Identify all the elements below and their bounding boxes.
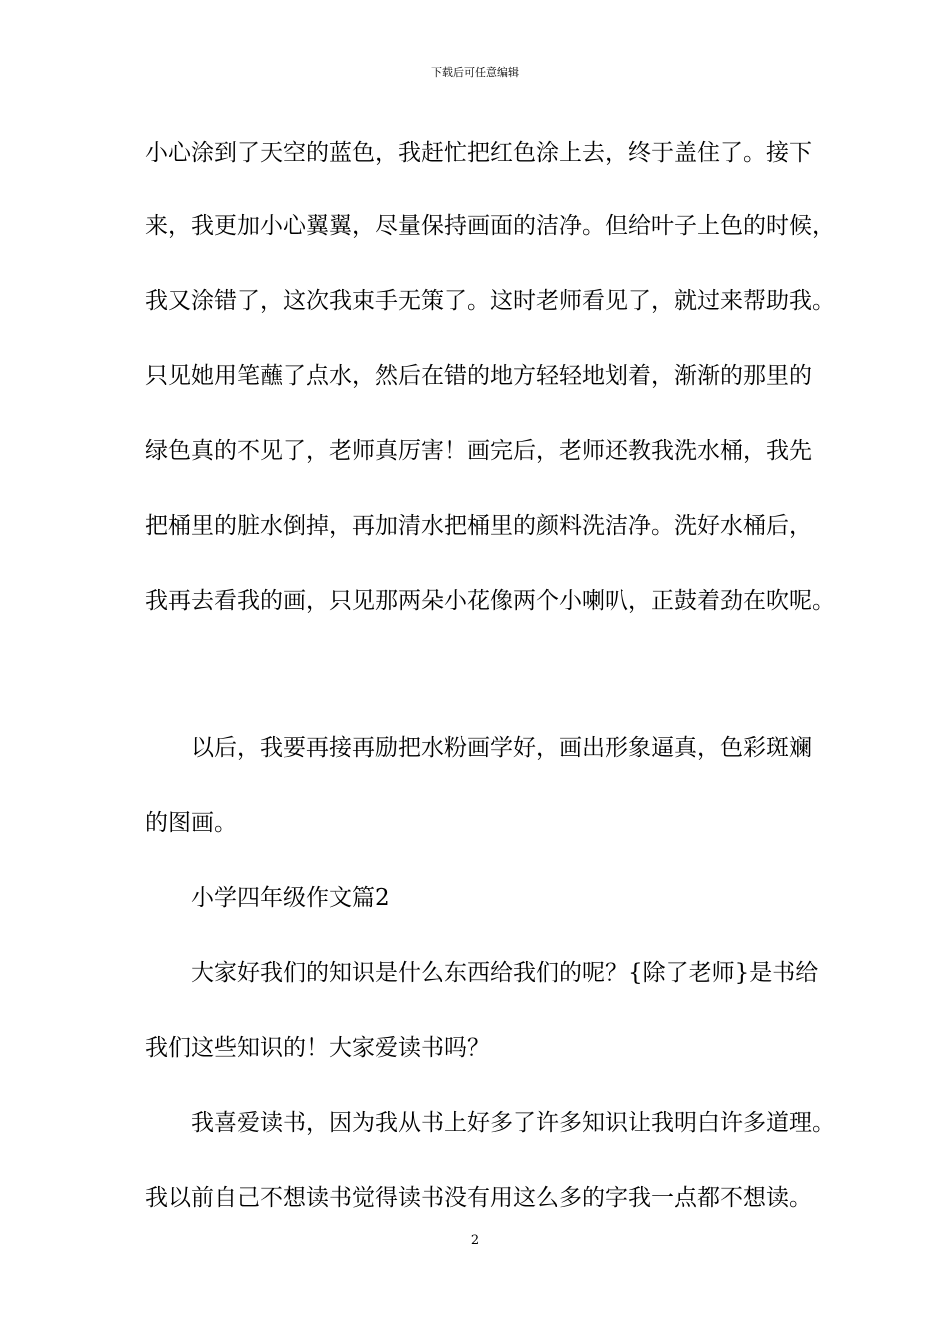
body-line-7: 我再去看我的画，只见那两朵小花像两个小喇叭，正鼓着劲在吹呢。 [145, 588, 835, 614]
body-line-5: 绿色真的不见了，老师真厉害！画完后，老师还教我洗水桶，我先 [145, 438, 812, 464]
body-line-14: 我以前自己不想读书觉得读书没有用这么多的字我一点都不想读。 [145, 1185, 812, 1211]
body-line-8: 以后，我要再接再励把水粉画学好，画出形象逼真，色彩斑斓 [191, 735, 812, 761]
body-line-1: 小心涂到了天空的蓝色，我赶忙把红色涂上去，终于盖住了。接下 [145, 140, 812, 166]
body-line-13: 我喜爱读书，因为我从书上好多了许多知识让我明白许多道理。 [191, 1110, 835, 1136]
body-line-2: 来，我更加小心翼翼，尽量保持画面的洁净。但给叶子上色的时候， [145, 213, 835, 239]
page-header: 下载后可任意编辑 [431, 66, 519, 79]
body-line-3: 我又涂错了，这次我束手无策了。这时老师看见了，就过来帮助我。 [145, 288, 835, 314]
section-title: 小学四年级作文篇2 [191, 885, 390, 911]
body-line-6: 把桶里的脏水倒掉，再加清水把桶里的颜料洗洁净。洗好水桶后， [145, 513, 812, 539]
body-line-9: 的图画。 [145, 810, 237, 836]
body-line-4: 只见她用笔蘸了点水，然后在错的地方轻轻地划着，渐渐的那里的 [145, 363, 812, 389]
body-line-12: 我们这些知识的！大家爱读书吗？ [145, 1035, 490, 1061]
page-number: 2 [470, 1233, 480, 1248]
body-line-11: 大家好我们的知识是什么东西给我们的呢？{除了老师}是书给 [191, 960, 819, 986]
